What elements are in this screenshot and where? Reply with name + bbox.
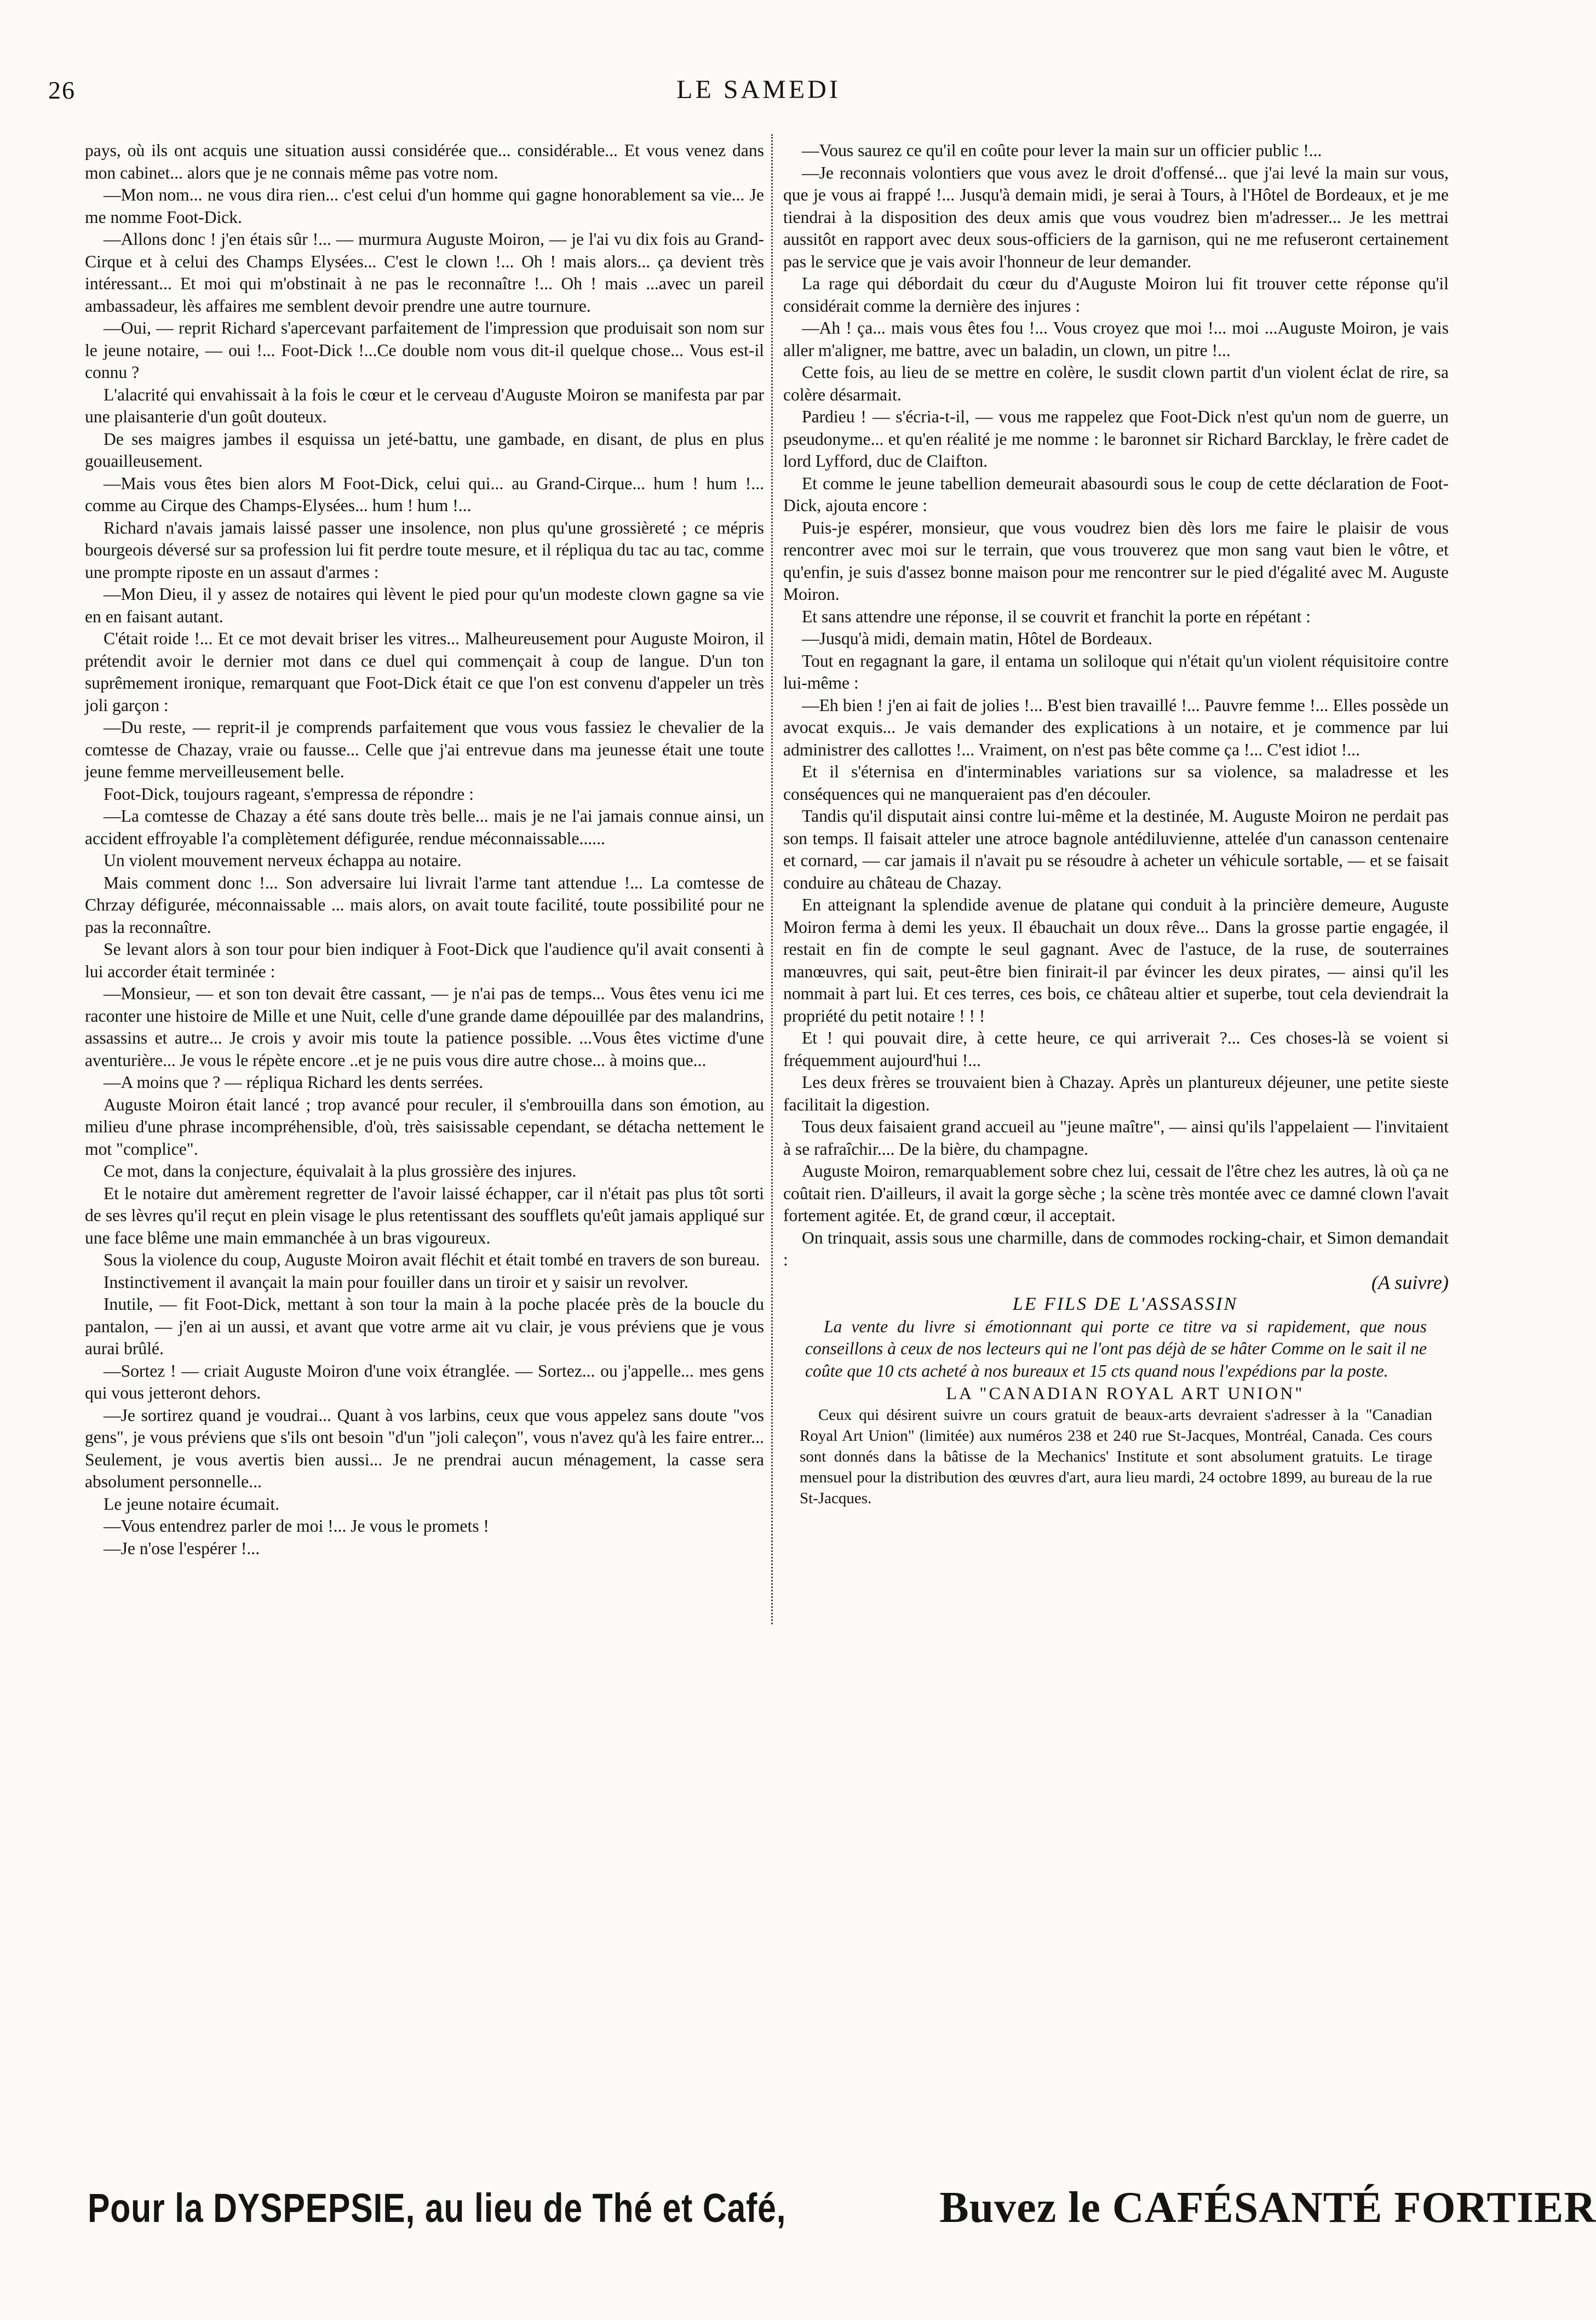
paragraph: —A moins que ? — répliqua Richard les dents serrées.: [104, 1073, 484, 1092]
art-union-text: Ceux qui désirent suivre un cours gratuit de beaux-arts devraient s'adresser à la "Canadian Royal Art Union" (limitée) aux numéros 238 et 240 rue St-Jacques, Montréal, Canada. Ces cours sont donnés dans la bâtisse de la Mechanics' Institute et sont absolument gratuits. Le tirage mensuel pour la distribution des œuvres d'art, aura lieu mardi, 24 octobre 1899, au bureau de la rue St-Jacques.: [800, 1406, 1432, 1507]
paragraph: En atteignant la splendide avenue de platane qui conduit à la princière demeure, Auguste Moiron ferma à demi les yeux. Il ébauchait un doux rêve... Dans la grosse partie engagée, il restait en fin de compte le seul gagnant. Avec de l'astuce, de la ruse, de souterraines manœuvres, qui sait, peut-être bien finirait-il par évincer les deux pirates, — ainsi qu'il les nommait à part lui. Et ces terres, ces bois, ce château altier et superbe, tout cela deviendrait la propriété du petit notaire ! ! !: [783, 895, 1449, 1026]
paragraph: —Sortez ! — criait Auguste Moiron d'une voix étranglée. — Sortez... ou j'appelle... mes gens qui vous jetteront dehors.: [85, 1361, 764, 1402]
paragraph: Foot-Dick, toujours rageant, s'empressa de répondre :: [104, 784, 474, 804]
paragraph: Et ! qui pouvait dire, à cette heure, ce qui arriverait ?... Ces choses-là se voient si fréquemment aujourd'hui !...: [783, 1028, 1449, 1070]
paragraph: Se levant alors à son tour pour bien indiquer à Foot-Dick que l'audience qu'il avait consenti à lui accorder était terminée :: [85, 940, 764, 981]
paragraph: Inutile, — fit Foot-Dick, mettant à son tour la main à la poche placée près de la boucle du pantalon, — j'en ai un aussi, et avant que votre arme ait vu clair, je vous préviens que je vous aurai brûlé.: [85, 1294, 764, 1358]
paragraph: Tous deux faisaient grand accueil au "jeune maître", — ainsi qu'ils l'appelaient — l'invitaient à se rafraîchir.... De la bière, du champagne.: [783, 1117, 1449, 1159]
paragraph: Instinctivement il avançait la main pour fouiller dans un tiroir et y saisir un revolver.: [104, 1272, 688, 1292]
left-column: [85, 140, 764, 1560]
paragraph: —Mon nom... ne vous dira rien... c'est celui d'un homme qui gagne honorablement sa vie... Je me nomme Foot-Dick.: [85, 185, 764, 227]
paragraph: Puis-je espérer, monsieur, que vous voudrez bien dès lors me faire le plaisir de vous rencontrer avec moi sur le terrain, que vous trouverez que mon sang vaut bien le vôtre, et qu'enfin, je suis d'assez bonne maison pour me rencontrer sur le pied d'égalité avec M. Auguste Moiron.: [783, 518, 1449, 604]
page-number: 26: [48, 76, 76, 104]
paragraph: Sous la violence du coup, Auguste Moiron avait fléchit et était tombé en travers de son bureau.: [104, 1250, 760, 1269]
paragraph: —Mon Dieu, il y assez de notaires qui lèvent le pied pour qu'un modeste clown gagne sa vie en en faisant autant.: [85, 585, 764, 626]
paragraph: C'était roide !... Et ce mot devait briser les vitres... Malheureusement pour Auguste Moiron, il prétendit avoir le dernier mot dans ce duel qui commençait à coup de langue. D'un ton suprêmement ironique, remarquant que Foot-Dick était ce que l'on est convenu d'appeler un très joli garçon :: [85, 629, 764, 715]
masthead-title: LE SAMEDI: [676, 75, 841, 104]
paragraph: Auguste Moiron était lancé ; trop avancé pour reculer, il s'embrouilla dans son émotion, au milieu d'une phrase incompréhensible, d'où, très saisissable cependant, se détacha nettement le mot "complice".: [85, 1095, 764, 1159]
paragraph: Tout en regagnant la gare, il entama un soliloque qui n'était qu'un violent réquisitoire contre lui-même :: [783, 651, 1449, 692]
paragraph: Et comme le jeune tabellion demeurait abasourdi sous le coup de cette déclaration de Foot-Dick, ajouta encore :: [783, 473, 1449, 515]
paragraph: —Vous entendrez parler de moi !... Je vous le promets !: [104, 1516, 489, 1536]
paragraph: Et sans attendre une réponse, il se couvrit et franchit la porte en répétant :: [802, 606, 1311, 626]
paragraph: —Mais vous êtes bien alors M Foot-Dick, celui qui... au Grand-Cirque... hum ! hum !... comme au Cirque des Champs-Elysées... hum ! hum !...: [85, 473, 764, 515]
paragraph: Un violent mouvement nerveux échappa au notaire.: [104, 851, 462, 870]
paragraph: —Vous saurez ce qu'il en coûte pour lever la main sur un officier public !...: [802, 141, 1322, 160]
column-divider: [771, 134, 773, 1624]
paragraph: Richard n'avais jamais laissé passer une insolence, non plus qu'une grossièreté ; ce mépris bourgeois déversé sur sa profession lui fit perdre toute mesure, et il répliqua du tac au tac, comme une prompte riposte en un assaut d'armes :: [85, 518, 764, 582]
paragraph: —Jusqu'à midi, demain matin, Hôtel de Bordeaux.: [802, 629, 1153, 648]
paragraph: Les deux frères se trouvaient bien à Chazay. Après un plantureux déjeuner, une petite sieste facilitait la digestion.: [783, 1073, 1449, 1114]
paragraph: Cette fois, au lieu de se mettre en colère, le susdit clown partit d'un violent éclat de rire, sa colère désarmait.: [783, 363, 1449, 404]
notice-text: La vente du livre si émotionnant qui porte ce titre va si rapidement, que nous conseillons à ceux de nos lecteurs qui ne l'ont pas déjà de se hâter Comme on le sait il ne coûte que 10 cts acheté à nos bureaux et 15 cts quand nous l'expédions par la poste.: [805, 1316, 1427, 1380]
paragraph: Pardieu ! — s'écria-t-il, — vous me rappelez que Foot-Dick n'est qu'un nom de guerre, un pseudonyme... et qu'en réalité je me nomme : le baronnet sir Richard Barcklay, le frère cadet de lord Lyfford, duc de Claifton.: [783, 407, 1449, 471]
notice-title: LE FILS DE L'ASSASSIN: [1012, 1294, 1238, 1314]
paragraph: —Je sortirez quand je voudrai... Quant à vos larbins, ceux que vous appelez sans doute "vos gens", je vous préviens que s'ils ont besoin "d'un "joli caleçon", vous n'avez qu'à les faire entrer... Seulement, je vous avertis bien aussi... Je ne prendrai aucun ménagement, la casse sera absolument personnelle...: [85, 1405, 764, 1491]
paragraph: Et il s'éternisa en d'interminables variations sur sa violence, sa maladresse et les conséquences qui ne manqueraient pas d'en découler.: [783, 762, 1449, 804]
art-union-title: LA "CANADIAN ROYAL ART UNION": [946, 1383, 1305, 1403]
advertisement-banner: [88, 2183, 1596, 2233]
paragraph: —Allons donc ! j'en étais sûr !... — murmura Auguste Moiron, — je l'ai vu dix fois au Grand-Cirque et à celui des Champs Elysées... C'est le clown !... Oh ! mais alors... ça devient très intéressant... Et moi qui m'obstinait à ne pas le reconnaître !... Oh ! mais ...avec un pareil ambassadeur, lès affaires me semblent devoir prendre une autre tournure.: [85, 230, 764, 316]
paragraph: —Je reconnais volontiers que vous avez le droit d'offensé... que j'ai levé la main sur vous, que je vous ai frappé !... Jusqu'à demain midi, je serai à Tours, à l'Hôtel de Bordeaux, et je me tiendrai à la disposition des deux amis que vous voudrez bien m'adresser... Je les mettrai aussitôt en rapport avec deux sous-officiers de la garnison, qui ne me refuseront certainement pas le service que je vais avoir l'honneur de leur demander.: [783, 163, 1449, 271]
paragraph: De ses maigres jambes il esquissa un jeté-battu, une gambade, en disant, de plus en plus gouailleusement.: [85, 429, 764, 471]
paragraph: —Monsieur, — et son ton devait être cassant, — je n'ai pas de temps... Vous êtes venu ici me raconter une histoire de Mille et une Nuit, celle d'une grande dame dépouillée par des malandrins, assassins et autre... Je crois y avoir mis toute la patience possible. ...Vous êtes victime d'une aventurière... Je vous le répète encore ..et je ne puis vous dire autre chose... à moins que...: [85, 984, 764, 1070]
paragraph: —La comtesse de Chazay a été sans doute très belle... mais je ne l'ai jamais connue ainsi, un accident effroyable l'a complètement défigurée, rendue méconnaissable......: [85, 806, 764, 848]
paragraph: —Du reste, — reprit-il je comprends parfaitement que vous vous fassiez le chevalier de la comtesse de Chazay, vraie ou fausse... Celle que j'ai entrevue dans ma jeunesse était une toute jeune femme merveilleusement belle.: [85, 718, 764, 781]
paragraph: Le jeune notaire écumait.: [104, 1494, 280, 1514]
paragraph: Ce mot, dans la conjecture, équivalait à la plus grossière des injures.: [104, 1161, 577, 1181]
paragraph: Et le notaire dut amèrement regretter de l'avoir laissé échapper, car il n'était pas plus tôt sorti de ses lèvres qu'il reçut en plein visage le plus retentissant des soufflets qu'eût jamais appliqué sur une face blême une main emmanchée à un bras vigoureux.: [85, 1183, 764, 1247]
ad-dyspepsie: Pour la DYSPEPSIE, au lieu de Thé et Café,: [88, 2185, 786, 2231]
paragraph: L'alacrité qui envahissait à la fois le cœur et le cerveau d'Auguste Moiron se manifesta par par une plaisanterie d'un goût douteux.: [85, 385, 764, 426]
paragraph: —Oui, — reprit Richard s'apercevant parfaitement de l'impression que produisait son nom sur le jeune notaire, — oui !... Foot-Dick !...Ce double nom vous dit-il quelque chose... Vous est-il connu ?: [85, 318, 764, 382]
paragraph: —Je n'ose l'espérer !...: [104, 1538, 260, 1558]
paragraph: Auguste Moiron, remarquablement sobre chez lui, cessait de l'être chez les autres, là où ça ne coûtait rien. D'ailleurs, il avait la gorge sèche ; la scène très montée avec ce damné clown l'avait fortement agitée. Et, de grand cœur, il acceptait.: [783, 1161, 1449, 1225]
paragraph: Tandis qu'il disputait ainsi contre lui-même et la destinée, M. Auguste Moiron ne perdait pas son temps. Il faisait atteler une atroce bagnole antédiluvienne, attelée d'un canasson centenaire et cornard, — car jamais il n'avait pu se résoudre à acheter un véhicule sortable, — et se faisait conduire au château de Chazay.: [783, 806, 1449, 892]
right-column: [783, 140, 1449, 1509]
paragraph: Mais comment donc !... Son adversaire lui livrait l'arme tant attendue !... La comtesse de Chrzay défigurée, méconnaissable ... mais alors, on avait toute facilité, toute possibilité pour ne pas la reconnaître.: [85, 873, 764, 937]
paragraph: —Ah ! ça... mais vous êtes fou !... Vous croyez que moi !... moi ...Auguste Moiron, je vais aller m'aligner, me battre, avec un baladin, un clown, un pitre !...: [783, 318, 1449, 360]
paragraph: La rage qui débordait du cœur du d'Auguste Moiron lui fit trouver cette réponse qu'il considérait comme la dernière des injures :: [783, 274, 1449, 316]
ad-cafesante: Buvez le CAFÉSANTÉ FORTIER: [939, 2184, 1596, 2232]
paragraph: On trinquait, assis sous une charmille, dans de commodes rocking-chair, et Simon demandait :: [783, 1228, 1449, 1269]
paragraph: pays, où ils ont acquis une situation aussi considérée que... considérable... Et vous venez dans mon cabinet... alors que je ne connais même pas votre nom.: [85, 141, 764, 182]
to-be-continued: (A suivre): [1371, 1271, 1449, 1293]
paragraph: —Eh bien ! j'en ai fait de jolies !... B'est bien travaillé !... Pauvre femme !... Elles possède un avocat exquis... Je vais demander des explications à un notaire, et je commence par lui administrer des callottes !... Vraiment, on n'est pas bête comme ça !... C'est idiot !...: [783, 695, 1449, 759]
